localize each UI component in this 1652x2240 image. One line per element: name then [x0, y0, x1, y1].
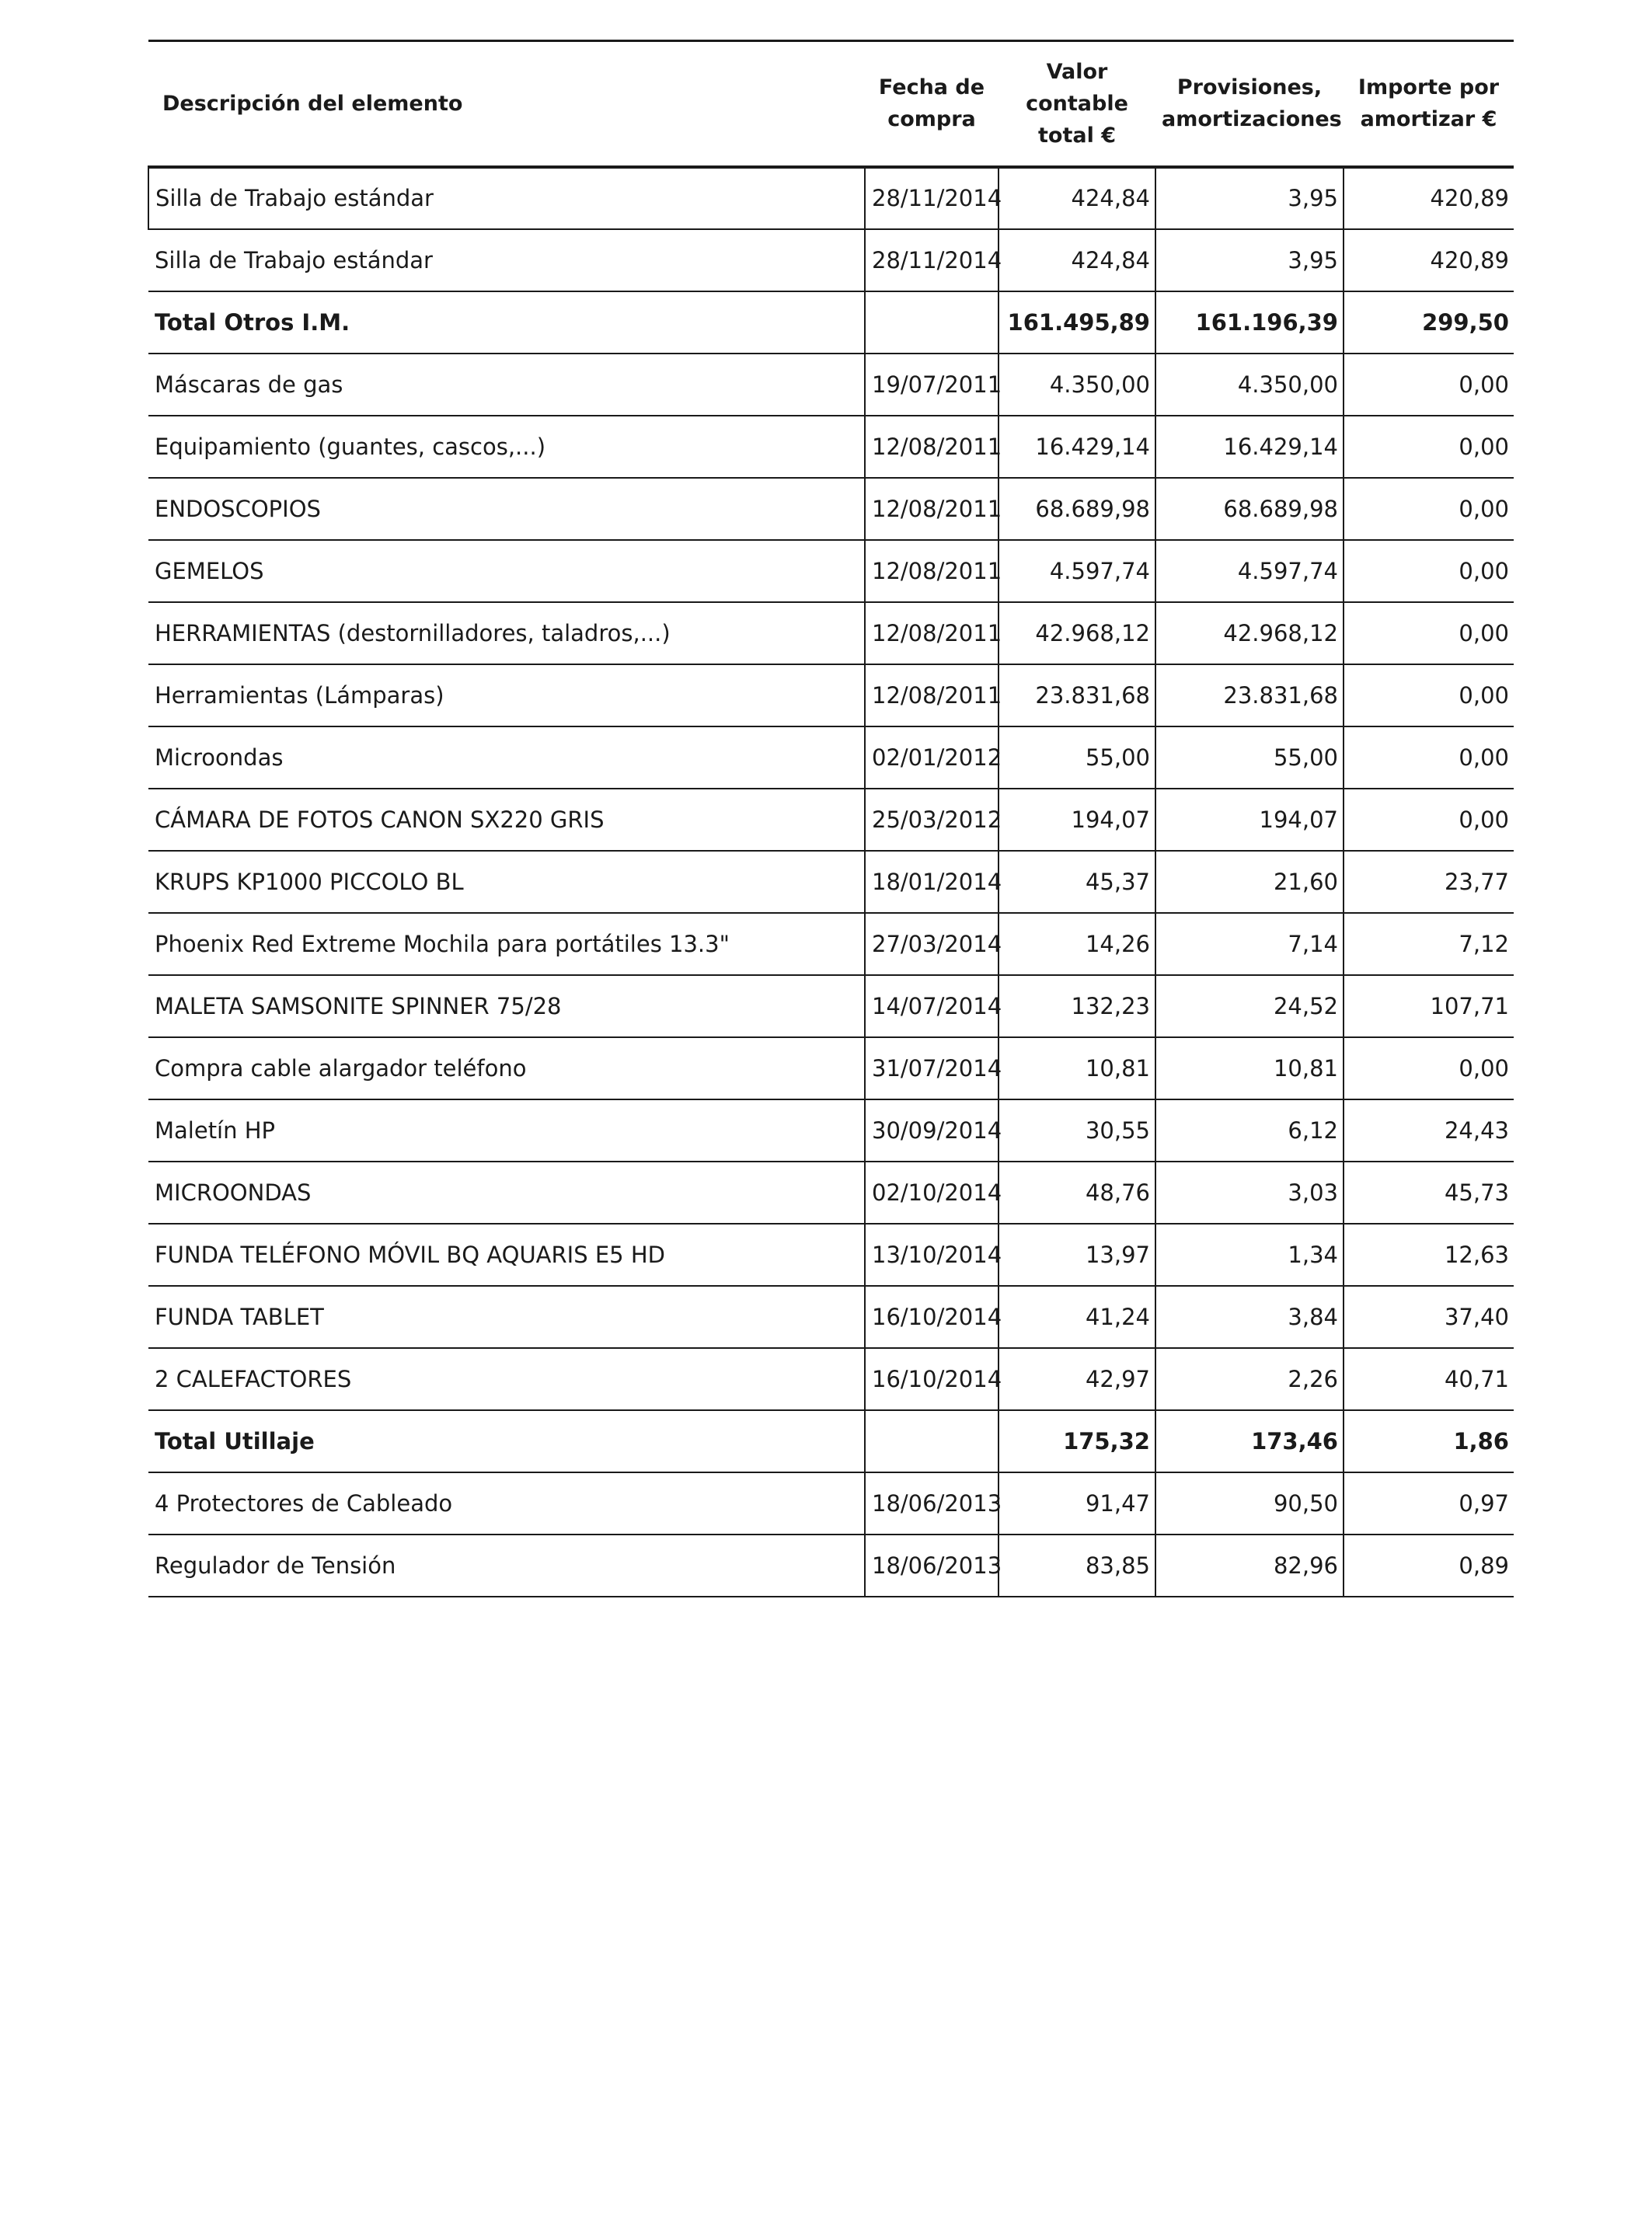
cell-date: 28/11/2014 [865, 167, 999, 229]
cell-date: 30/09/2014 [865, 1099, 999, 1162]
cell-book-value: 83,85 [999, 1535, 1155, 1597]
header-row [148, 41, 1514, 167]
table-row [148, 354, 1514, 416]
cell-book-value: 45,37 [999, 851, 1155, 913]
cell-provisions: 7,14 [1155, 913, 1344, 975]
cell-provisions: 68.689,98 [1155, 478, 1344, 540]
cell-amount-pending: 0,00 [1344, 664, 1514, 726]
cell-book-value: 13,97 [999, 1224, 1155, 1286]
cell-description: ENDOSCOPIOS [148, 478, 865, 540]
cell-book-value: 91,47 [999, 1472, 1155, 1535]
cell-book-value: 161.495,89 [999, 291, 1155, 354]
cell-amount-pending: 420,89 [1344, 229, 1514, 291]
table-body [148, 167, 1514, 1597]
cell-amount-pending: 0,89 [1344, 1535, 1514, 1597]
cell-amount-pending: 0,00 [1344, 726, 1514, 789]
cell-amount-pending: 0,97 [1344, 1472, 1514, 1535]
asset-table-container [148, 40, 1513, 1597]
cell-book-value: 424,84 [999, 167, 1155, 229]
cell-provisions: 194,07 [1155, 789, 1344, 851]
table-row [148, 167, 1514, 229]
cell-book-value: 42.968,12 [999, 602, 1155, 664]
cell-description: FUNDA TELÉFONO MÓVIL BQ AQUARIS E5 HD [148, 1224, 865, 1286]
cell-provisions: 55,00 [1155, 726, 1344, 789]
cell-description: MICROONDAS [148, 1162, 865, 1224]
cell-book-value: 48,76 [999, 1162, 1155, 1224]
header-date: Fecha de compra [865, 41, 999, 167]
cell-amount-pending: 0,00 [1344, 789, 1514, 851]
table-row [148, 1224, 1514, 1286]
table-total-row [148, 291, 1514, 354]
cell-provisions: 42.968,12 [1155, 602, 1344, 664]
cell-provisions: 82,96 [1155, 1535, 1344, 1597]
cell-book-value: 175,32 [999, 1410, 1155, 1472]
table-row [148, 975, 1514, 1037]
header-book-value: Valor contable total € [999, 41, 1155, 167]
table-row [148, 416, 1514, 478]
table-row [148, 602, 1514, 664]
cell-date: 02/01/2012 [865, 726, 999, 789]
cell-date: 12/08/2011 [865, 664, 999, 726]
header-amount-pending: Importe por amortizar € [1344, 41, 1514, 167]
cell-description: Total Utillaje [148, 1410, 865, 1472]
cell-amount-pending: 0,00 [1344, 1037, 1514, 1099]
cell-amount-pending: 420,89 [1344, 167, 1514, 229]
cell-date: 02/10/2014 [865, 1162, 999, 1224]
cell-description: Compra cable alargador teléfono [148, 1037, 865, 1099]
cell-provisions: 10,81 [1155, 1037, 1344, 1099]
table-row [148, 913, 1514, 975]
cell-book-value: 42,97 [999, 1348, 1155, 1410]
cell-book-value: 16.429,14 [999, 416, 1155, 478]
cell-provisions: 23.831,68 [1155, 664, 1344, 726]
cell-amount-pending: 0,00 [1344, 540, 1514, 602]
table-total-row [148, 1410, 1514, 1472]
cell-description: Maletín HP [148, 1099, 865, 1162]
cell-amount-pending: 24,43 [1344, 1099, 1514, 1162]
cell-date [865, 1410, 999, 1472]
table-row [148, 851, 1514, 913]
cell-provisions: 90,50 [1155, 1472, 1344, 1535]
cell-description: GEMELOS [148, 540, 865, 602]
cell-book-value: 4.597,74 [999, 540, 1155, 602]
table-row [148, 1286, 1514, 1348]
cell-amount-pending: 12,63 [1344, 1224, 1514, 1286]
cell-provisions: 1,34 [1155, 1224, 1344, 1286]
cell-provisions: 3,84 [1155, 1286, 1344, 1348]
cell-book-value: 68.689,98 [999, 478, 1155, 540]
cell-amount-pending: 0,00 [1344, 478, 1514, 540]
cell-date: 18/01/2014 [865, 851, 999, 913]
cell-provisions: 3,95 [1155, 167, 1344, 229]
cell-amount-pending: 0,00 [1344, 416, 1514, 478]
cell-date: 12/08/2011 [865, 478, 999, 540]
cell-date: 19/07/2011 [865, 354, 999, 416]
cell-amount-pending: 7,12 [1344, 913, 1514, 975]
cell-book-value: 55,00 [999, 726, 1155, 789]
table-row [148, 1472, 1514, 1535]
cell-description: KRUPS KP1000 PICCOLO BL [148, 851, 865, 913]
cell-book-value: 4.350,00 [999, 354, 1155, 416]
cell-amount-pending: 40,71 [1344, 1348, 1514, 1410]
cell-book-value: 194,07 [999, 789, 1155, 851]
cell-book-value: 23.831,68 [999, 664, 1155, 726]
cell-date: 27/03/2014 [865, 913, 999, 975]
cell-description: Total Otros I.M. [148, 291, 865, 354]
table-row [148, 1535, 1514, 1597]
cell-provisions: 24,52 [1155, 975, 1344, 1037]
cell-provisions: 4.597,74 [1155, 540, 1344, 602]
cell-book-value: 424,84 [999, 229, 1155, 291]
table-row [148, 726, 1514, 789]
cell-amount-pending: 23,77 [1344, 851, 1514, 913]
table-row [148, 1099, 1514, 1162]
cell-amount-pending: 0,00 [1344, 602, 1514, 664]
cell-book-value: 30,55 [999, 1099, 1155, 1162]
cell-provisions: 4.350,00 [1155, 354, 1344, 416]
cell-date [865, 291, 999, 354]
cell-provisions: 161.196,39 [1155, 291, 1344, 354]
cell-amount-pending: 45,73 [1344, 1162, 1514, 1224]
cell-description: 2 CALEFACTORES [148, 1348, 865, 1410]
table-row [148, 540, 1514, 602]
cell-description: Phoenix Red Extreme Mochila para portátiles 13.3" [148, 913, 865, 975]
cell-date: 16/10/2014 [865, 1348, 999, 1410]
cell-description: Silla de Trabajo estándar [148, 229, 865, 291]
table-row [148, 664, 1514, 726]
cell-date: 31/07/2014 [865, 1037, 999, 1099]
cell-description: Regulador de Tensión [148, 1535, 865, 1597]
cell-provisions: 21,60 [1155, 851, 1344, 913]
table-row [148, 1348, 1514, 1410]
cell-amount-pending: 37,40 [1344, 1286, 1514, 1348]
cell-date: 12/08/2011 [865, 602, 999, 664]
cell-book-value: 41,24 [999, 1286, 1155, 1348]
cell-description: MALETA SAMSONITE SPINNER 75/28 [148, 975, 865, 1037]
cell-description: Silla de Trabajo estándar [148, 167, 865, 229]
cell-date: 13/10/2014 [865, 1224, 999, 1286]
cell-book-value: 132,23 [999, 975, 1155, 1037]
asset-table [148, 40, 1514, 1597]
cell-description: HERRAMIENTAS (destornilladores, taladros,...) [148, 602, 865, 664]
cell-date: 28/11/2014 [865, 229, 999, 291]
cell-amount-pending: 1,86 [1344, 1410, 1514, 1472]
cell-description: Microondas [148, 726, 865, 789]
cell-amount-pending: 0,00 [1344, 354, 1514, 416]
cell-amount-pending: 107,71 [1344, 975, 1514, 1037]
cell-date: 18/06/2013 [865, 1472, 999, 1535]
cell-amount-pending: 299,50 [1344, 291, 1514, 354]
cell-date: 25/03/2012 [865, 789, 999, 851]
cell-date: 12/08/2011 [865, 540, 999, 602]
table-row [148, 789, 1514, 851]
cell-description: Equipamiento (guantes, cascos,...) [148, 416, 865, 478]
cell-date: 12/08/2011 [865, 416, 999, 478]
cell-description: CÁMARA DE FOTOS CANON SX220 GRIS [148, 789, 865, 851]
cell-provisions: 3,03 [1155, 1162, 1344, 1224]
cell-description: Máscaras de gas [148, 354, 865, 416]
cell-date: 18/06/2013 [865, 1535, 999, 1597]
header-provisions: Provisiones, amortizaciones [1155, 41, 1344, 167]
table-row [148, 478, 1514, 540]
table-row [148, 229, 1514, 291]
cell-book-value: 14,26 [999, 913, 1155, 975]
cell-description: 4 Protectores de Cableado [148, 1472, 865, 1535]
cell-description: FUNDA TABLET [148, 1286, 865, 1348]
table-row [148, 1162, 1514, 1224]
cell-date: 16/10/2014 [865, 1286, 999, 1348]
cell-date: 14/07/2014 [865, 975, 999, 1037]
table-row [148, 1037, 1514, 1099]
cell-provisions: 2,26 [1155, 1348, 1344, 1410]
header-description: Descripción del elemento [148, 41, 865, 167]
cell-book-value: 10,81 [999, 1037, 1155, 1099]
cell-description: Herramientas (Lámparas) [148, 664, 865, 726]
cell-provisions: 16.429,14 [1155, 416, 1344, 478]
cell-provisions: 6,12 [1155, 1099, 1344, 1162]
cell-provisions: 173,46 [1155, 1410, 1344, 1472]
cell-provisions: 3,95 [1155, 229, 1344, 291]
table-header [148, 41, 1514, 167]
